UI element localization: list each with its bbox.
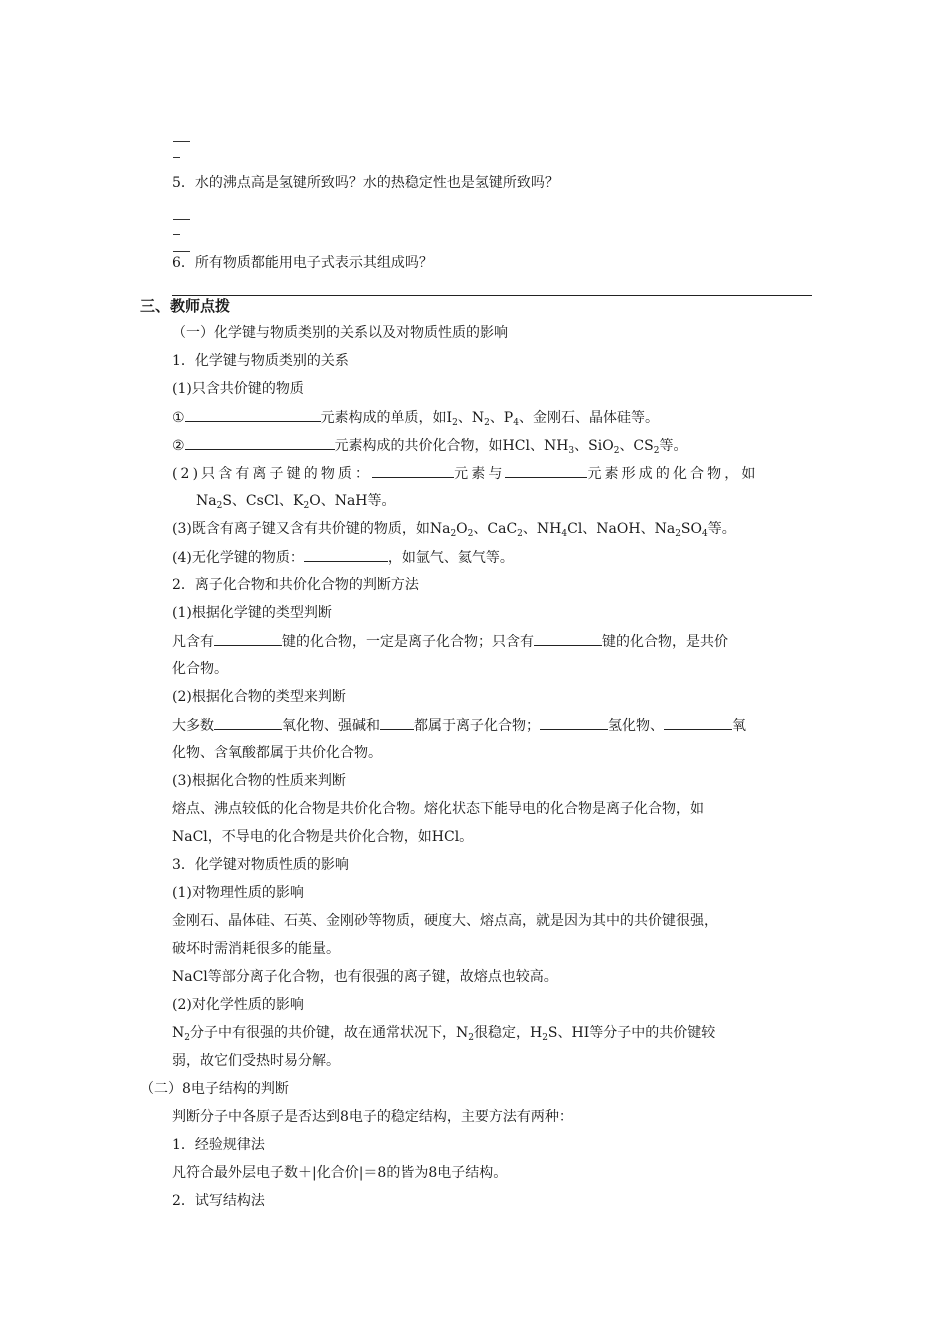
point2-2-text-b: 氧化物、强碱和	[282, 718, 380, 734]
fill-blank	[185, 407, 321, 422]
answer-blank-line	[173, 157, 180, 158]
point2-1-body	[172, 631, 728, 652]
section-heading: 三、教师点拨	[140, 297, 231, 315]
point1-title: 1．化学键与物质类别的关系	[172, 353, 349, 369]
point2-3-body: 熔点、沸点较低的化合物是共价化合物。熔化状态下能导电的化合物是离子化合物，如	[172, 801, 704, 817]
point2-3: (3)根据化合物的性质来判断	[172, 773, 346, 789]
fill-blank	[214, 715, 282, 730]
point1-1a: ① 元素构成的单质，如$I_2$、$N_2$、$P_4$、金刚石、晶体硅等。	[172, 407, 659, 428]
circled-number-2: ②	[172, 438, 185, 454]
point2-1-text-c: 键的化合物，是共价	[602, 634, 728, 650]
point1-2-line2: $Na_2S$、CsCl、$K_2O$、NaH等。	[196, 493, 396, 511]
point3-1-body-line2: 破坏时需消耗很多的能量。	[172, 941, 340, 957]
method1-title: 1．经验规律法	[172, 1137, 265, 1153]
fill-blank	[505, 463, 587, 478]
point2-1-text-a: 凡含有	[172, 634, 214, 650]
point1-4-text-a: (4)无化学键的物质：	[172, 550, 304, 566]
point2-2-text-a: 大多数	[172, 718, 214, 734]
point1-2-text-c: 元素形成的化合物，如	[587, 466, 759, 482]
answer-blank-line	[173, 141, 190, 142]
point3-2-text-a2: 分子中有很强的共价键，故在通常状况下，N	[189, 1025, 469, 1041]
fill-blank	[372, 463, 454, 478]
point3-2: (2)对化学性质的影响	[172, 997, 304, 1013]
method1-text: 凡符合最外层电子数＋|化合价|＝8的皆为8电子结构。	[172, 1165, 508, 1181]
answer-blank-line	[173, 234, 180, 235]
part2-intro: 判断分子中各原子是否达到8电子的稳定结构，主要方法有两种：	[172, 1109, 573, 1125]
fill-blank	[664, 715, 732, 730]
point1-2-line2-text: S、CsCl、K	[222, 493, 304, 509]
point1-2-text-a: (2)只含有离子键的物质：	[172, 466, 373, 482]
point1-3: (3)既含有离子键又含有共价键的物质，如$Na_2O_2$、CaC$_2$、$NH_4Cl$、NaOH、$Na_2SO_4$等。	[172, 521, 736, 539]
circled-number-1: ①	[172, 410, 185, 426]
point2-1-body-line2: 化合物。	[172, 661, 228, 677]
fill-blank	[534, 631, 602, 646]
point2-1-text-b: 键的化合物，一定是离子化合物；只含有	[282, 634, 534, 650]
point2-title: 2．离子化合物和共价化合物的判断方法	[172, 577, 419, 593]
point2-1: (1)根据化学键的类型判断	[172, 605, 332, 621]
point1-2	[172, 463, 758, 484]
point3-1-body: 金刚石、晶体硅、石英、金刚砂等物质，硬度大、熔点高，就是因为其中的共价键很强，	[172, 913, 718, 929]
fill-blank	[380, 715, 414, 730]
point3-2-body: $N_2$分子中有很强的共价键，故在通常状况下，$N_2$很稳定，$H_2S$、HI等分子中的共价键较	[172, 1025, 716, 1043]
point3-1: (1)对物理性质的影响	[172, 885, 304, 901]
part1-title: （一）化学键与物质类别的关系以及对物质性质的影响	[172, 325, 508, 341]
point1-4	[172, 547, 514, 568]
point1-1a-text: 元素构成的单质，如I	[320, 410, 453, 426]
point2-2-body	[172, 715, 746, 736]
point1-1b-text: 元素构成的共价化合物，如HCl、NH	[334, 438, 569, 454]
point2-2-text-e: 氧	[732, 718, 746, 734]
fill-blank	[540, 715, 608, 730]
point3-2-text-a4: S、HI等分子中的共价键较	[547, 1025, 716, 1041]
question-6: 6．所有物质都能用电子式表示其组成吗？	[172, 255, 433, 271]
point3-title: 3．化学键对物质性质的影响	[172, 857, 349, 873]
fill-blank	[185, 435, 335, 450]
answer-blank-line	[173, 219, 190, 220]
point1-4-text-b: ，如氩气、氦气等。	[387, 550, 514, 566]
point2-2-text-d: 氢化物、	[608, 718, 664, 734]
point2-2-text-c: 都属于离子化合物；	[414, 718, 540, 734]
point2-3-body-line2: NaCl，不导电的化合物是共价化合物，如HCl。	[172, 829, 474, 845]
point1-1b: ② 元素构成的共价化合物，如HCl、$NH_3$、SiO$_2$、$CS_2$等。	[172, 435, 687, 456]
question-5: 5．水的沸点高是氢键所致吗？水的热稳定性也是氢键所致吗？	[172, 175, 559, 191]
point1-2-text-b: 元素与	[454, 466, 506, 482]
point1-1: (1)只含共价键的物质	[172, 381, 304, 397]
fill-blank	[214, 631, 282, 646]
answer-blank-line	[173, 251, 190, 252]
point3-2-text-a3: 很稳定，H	[473, 1025, 543, 1041]
fill-blank	[304, 547, 388, 562]
point2-2-body-line2: 化物、含氧酸都属于共价化合物。	[172, 745, 382, 761]
point3-1-body-line3: NaCl等部分离子化合物，也有很强的离子键，故熔点也较高。	[172, 969, 558, 985]
part2-title: （二）8电子结构的判断	[140, 1081, 289, 1097]
point3-2-body-line2: 弱，故它们受热时易分解。	[172, 1053, 340, 1069]
section-divider	[172, 295, 812, 296]
method2-title: 2．试写结构法	[172, 1193, 265, 1209]
point2-2: (2)根据化合物的类型来判断	[172, 689, 346, 705]
point1-3-text: (3)既含有离子键又含有共价键的物质，如Na	[172, 521, 451, 537]
point3-2-text-a1: N	[172, 1025, 185, 1041]
